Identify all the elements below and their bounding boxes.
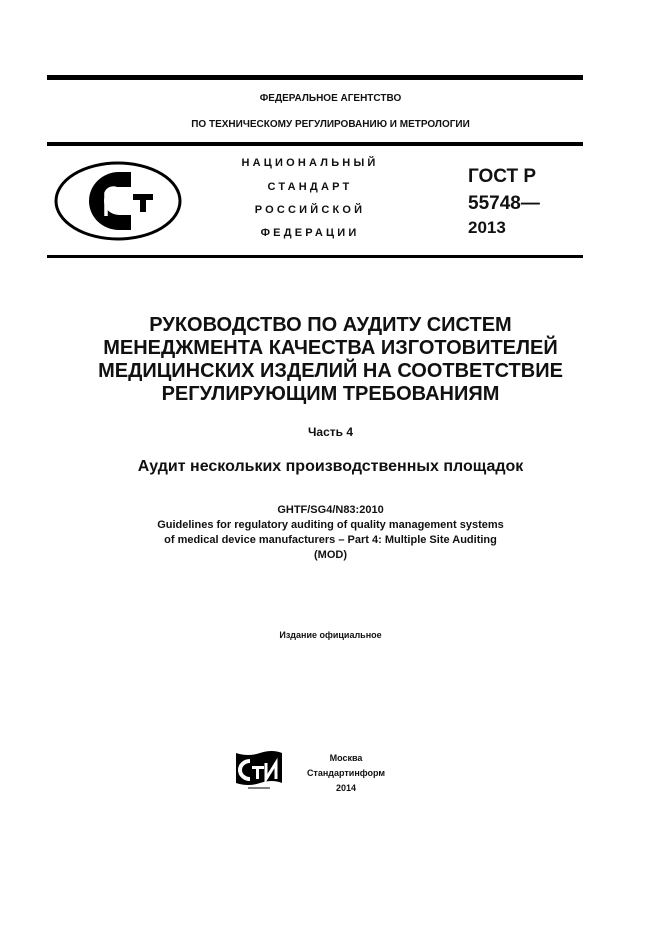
rst-logo-icon [53, 160, 183, 242]
gost-line-2: 55748— [468, 193, 540, 214]
publisher-info [296, 751, 396, 796]
gost-line-3: 2013 [468, 218, 506, 237]
header-rule [47, 142, 583, 146]
source-code: GHTF/SG4/N83:2010 [277, 504, 384, 516]
standartinform-logo-icon [234, 749, 284, 791]
part-number: Часть 4 [307, 425, 354, 439]
standard-word-2: СТАНДАРТ [267, 181, 353, 193]
source-title [0, 518, 661, 563]
gost-designation [468, 163, 540, 239]
top-rule [47, 75, 583, 80]
title-line-2: МЕНЕДЖМЕНТА КАЧЕСТВА ИЗГОТОВИТЕЛЕЙ [103, 337, 558, 359]
publisher-name: Стандартинформ [306, 768, 386, 778]
standard-word-4: ФЕДЕРАЦИИ [260, 227, 360, 239]
standard-word-1: НАЦИОНАЛЬНЫЙ [241, 157, 379, 169]
gost-line-1: ГОСТ Р [468, 166, 537, 187]
publisher-year: 2014 [335, 783, 357, 793]
document-subtitle: Аудит нескольких производственных площадок [137, 458, 524, 475]
standard-word-3: РОССИЙСКОЙ [254, 204, 366, 216]
source-line-1: Guidelines for regulatory auditing of quality management systems [157, 519, 504, 531]
document-title [0, 314, 661, 406]
title-line-4: РЕГУЛИРУЮЩИМ ТРЕБОВАНИЯМ [161, 383, 500, 405]
title-line-1: РУКОВОДСТВО ПО АУДИТУ СИСТЕМ [149, 314, 512, 336]
agency-line-1: ФЕДЕРАЛЬНОЕ АГЕНТСТВО [259, 93, 402, 104]
edition-label: Издание официальное [279, 630, 382, 640]
agency-line-2: ПО ТЕХНИЧЕСКОМУ РЕГУЛИРОВАНИЮ И МЕТРОЛОГИИ [191, 119, 470, 130]
bottom-rule [47, 255, 583, 258]
source-line-2: of medical device manufacturers – Part 4: Multiple Site Auditing [164, 534, 497, 546]
publisher-city: Москва [329, 753, 363, 763]
source-line-3: (MOD) [314, 549, 347, 561]
title-line-3: МЕДИЦИНСКИХ ИЗДЕЛИЙ НА СООТВЕТСТВИЕ [98, 360, 563, 382]
